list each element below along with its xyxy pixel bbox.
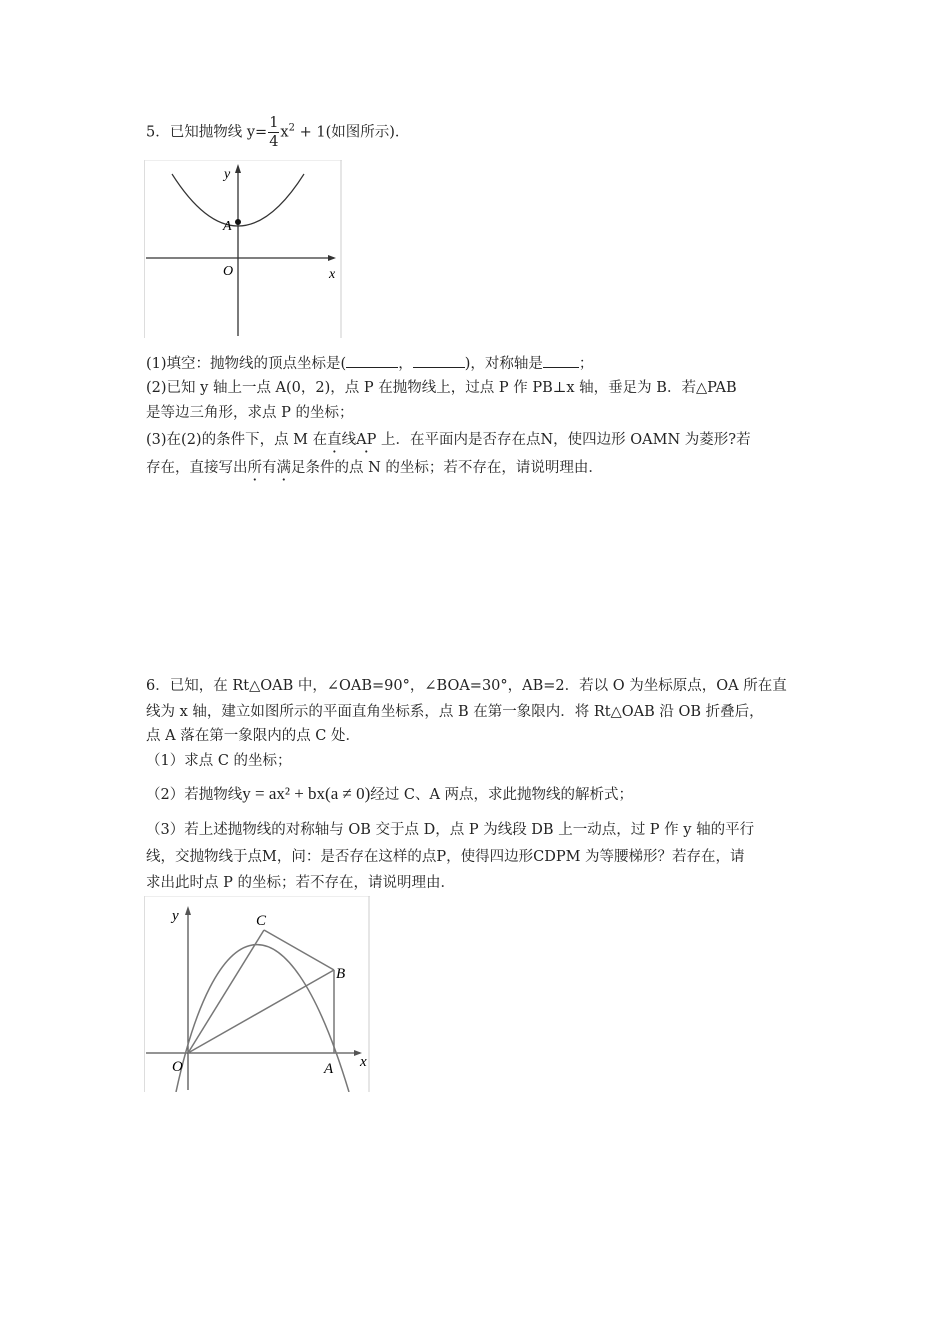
q6-line3: 点 A 落在第一象限内的点 C 处． [146, 728, 361, 744]
q5-blank-2[interactable] [413, 353, 465, 368]
q6-line1: 6．已知，在 Rt△OAB 中，∠OAB=90°，∠BOA=30°，AB=2．若以 O 为坐标原点，OA 所在直 [146, 678, 787, 694]
q6-label-c: C [256, 913, 267, 929]
q6-formula: y = ax² + bx(a ≠ 0) [242, 784, 371, 803]
q5-part2-line1: (2)已知 y 轴上一点 A(0，2)，点 P 在抛物线上，过点 P 作 PB⊥x 轴，垂足为 B．若△PAB [146, 380, 737, 396]
q6-part3-line1: （3）若上述抛物线的对称轴与 OB 交于点 D，点 P 为线段 DB 上一动点，过 P 作 y 轴的平行 [146, 822, 755, 838]
q6-label-y: y [172, 908, 179, 924]
q5-y-arrow-icon [235, 164, 241, 173]
q5-label-a: A [223, 219, 232, 234]
q5-x-arrow-icon [328, 255, 336, 261]
q5-label-x: x [329, 267, 336, 282]
q5-part3-line2: 存在，直接写出所有满足条件的点 N 的坐标；若不存在，请说明理由． [146, 460, 603, 476]
q5-point-a [235, 219, 241, 225]
q5-blank-3[interactable] [543, 353, 579, 368]
q6-part3-line2: 线，交抛物线于点M，问：是否存在这样的点P，使得四边形CDPM 为等腰梯形？若存在，请 [146, 849, 745, 865]
q6-part1: （1）求点 C 的坐标； [146, 753, 292, 769]
q6-segment-oc [188, 930, 264, 1053]
q5-label-o: O [223, 264, 234, 279]
q5-parabola-figure [144, 160, 342, 338]
q6-label-b: B [336, 966, 346, 982]
q6-label-a: A [324, 1061, 334, 1077]
q6-y-arrow-icon [185, 906, 191, 915]
q5-part1: (1)填空：抛物线的顶点坐标是( ， )，对称轴是 ； [146, 353, 593, 374]
q5-blank-1[interactable] [346, 353, 398, 368]
q5-part2-line2: 是等边三角形，求点 P 的坐标； [146, 405, 354, 421]
q6-label-o: O [172, 1059, 183, 1075]
q6-segment-ob [188, 970, 334, 1053]
q5-label-y: y [224, 167, 231, 182]
q5-fraction: $\frac{1}{4}$ [269, 115, 279, 150]
q5-title: 5．已知抛物线 y= $\frac{1}{4}$ $x^2 + 1$(如图所示)． [146, 115, 410, 150]
q6-part3-line3: 求出此时点 P 的坐标；若不存在，请说明理由． [146, 875, 455, 891]
q6-label-x: x [360, 1054, 367, 1070]
q6-triangle-figure [144, 896, 370, 1092]
q5-part3-line1: (3)在(2)的条件下，点 M 在直线AP · 上．在平面内是否存在点N，使四边形 OAMN 为菱形?若 [146, 430, 751, 450]
q6-part2: （2）若抛物线y = ax² + bx(a ≠ 0)经过 C、A 两点，求此抛物线的解析式； [146, 784, 634, 803]
q6-line2: 线为 x 轴，建立如图所示的平面直角坐标系，点 B 在第一象限内．将 Rt△OAB 沿 OB 折叠后， [146, 704, 764, 720]
